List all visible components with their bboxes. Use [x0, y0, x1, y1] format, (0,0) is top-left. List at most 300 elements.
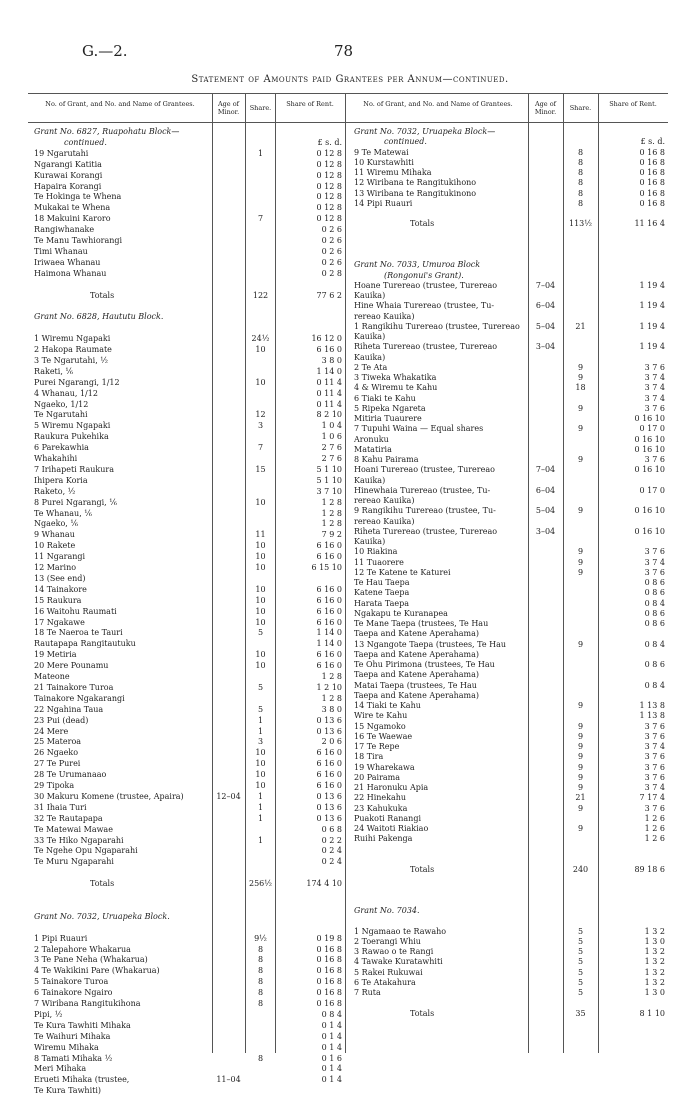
entry-label: 18 Makuini Karoro	[34, 214, 111, 224]
entry-label: 5 Wiremu Ngapaki	[34, 421, 111, 431]
entry-label: 3 Rawao o te Rangi	[354, 947, 434, 956]
entry-rent: 1 19 4	[639, 301, 665, 311]
entry-share: 10	[255, 377, 266, 387]
entry-rent: 0 8 6	[644, 619, 665, 628]
entry-label: 9 Whanau	[34, 530, 75, 540]
entry-label	[354, 999, 528, 1007]
entry-label: 21 Tainakore Turoa	[34, 682, 114, 692]
entry-rent: 1 2 8	[321, 519, 342, 529]
entry-rent: 5 1 10	[316, 464, 342, 474]
col-head-grant-right: No. of Grant, and No. and Name of Grantees.	[363, 100, 513, 108]
entry-rent: 7 9 2	[321, 530, 342, 540]
entry-rent: 6 16 0	[316, 781, 342, 790]
entry-rent: 0 2 6	[321, 257, 342, 267]
entry-rent: 77 6 2	[316, 290, 342, 300]
entry-share: 240	[572, 865, 589, 874]
entry-rent: 1 2 8	[321, 508, 342, 518]
entry-rent: 1 2 6	[644, 824, 665, 833]
entry-label: 18 Tira	[354, 752, 384, 762]
entry-rent: 1 19 4	[639, 342, 665, 352]
entry-label: 13 Wiribana te Rangitukinono	[354, 188, 477, 198]
entry-label: Hoane Turereao (trustee, Turereao	[354, 280, 498, 290]
entry-label	[354, 251, 528, 259]
entry-label	[354, 231, 528, 239]
entry-label: Haimona Whanau	[34, 268, 107, 278]
entry-label: Te Waihuri Mihaka	[34, 1031, 111, 1041]
entry-label: 2 Talepahore Whakarua	[34, 944, 131, 954]
entry-rent: 3 7 4	[644, 783, 665, 792]
entry-rent: 0 12 8	[316, 192, 342, 202]
entry-rent: 3 7 4	[644, 742, 665, 751]
entry-label: 15 Raukura	[34, 595, 82, 605]
entry-label: Te Hau Taepa	[354, 578, 410, 587]
entry-label: Erueti Mihaka (trustee,	[34, 1075, 130, 1085]
entry-share: 10	[255, 650, 266, 660]
entry-share: 8	[257, 988, 264, 998]
entry-rent: 1 2 8	[321, 693, 342, 703]
entry-label	[354, 876, 528, 884]
col-head-rent-right: Share of Rent.	[609, 100, 657, 108]
entry-label: Ruihi Pakenga	[354, 834, 413, 844]
entry-rent: 8 1 10	[639, 1008, 665, 1018]
entry-label: 2 Toerangi Whiu	[354, 936, 421, 946]
entry-rent: 0 1 4	[321, 1031, 342, 1041]
entry-rent: 1 3 0	[644, 988, 665, 997]
entry-rent: 1 19 4	[639, 321, 665, 331]
entry-rent: 0 16 10	[634, 465, 665, 475]
entry-label: 6 Te Atakahura	[354, 977, 416, 987]
entry-label: Kurawai Korangi	[34, 170, 103, 180]
entry-label: rereao Kauika)	[354, 496, 415, 505]
entry-label: 3 Te Ngarutahi, ½	[34, 355, 109, 365]
entry-rent: 6 16 0	[316, 617, 342, 627]
entry-share: 1	[257, 726, 264, 736]
entry-rent: 6 16 0	[316, 770, 342, 780]
entry-rent: 3 7 6	[644, 547, 665, 557]
entry-label: Ngakapu te Kuranapea	[354, 608, 448, 618]
entry-share: 9	[577, 506, 584, 516]
entry-rent: 3 7 6	[644, 721, 665, 731]
entry-rent: 3 7 6	[644, 803, 665, 813]
entry-rent: 1 13 8	[639, 711, 665, 721]
entry-label: Taepa and Katene Aperahama)	[354, 649, 479, 659]
entry-label: 19 Metiria	[34, 650, 77, 660]
entry-label: Kauika)	[354, 332, 386, 341]
entry-rent: 0 12 8	[316, 181, 342, 191]
entry-label: Whakahihi	[34, 454, 78, 463]
entry-rent: 6 16 0	[316, 606, 342, 616]
entry-rent: 0 12 8	[316, 203, 342, 213]
entry-share: 9	[577, 721, 584, 731]
entry-rent: 0 16 8	[639, 147, 665, 157]
entry-share: 35	[575, 1008, 586, 1018]
entry-share: 113½	[568, 219, 593, 229]
entry-share: 10	[255, 661, 266, 671]
entry-label: 17 Te Repe	[354, 742, 400, 751]
entry-rent: 0 13 6	[316, 791, 342, 801]
entry-share: 1	[257, 835, 264, 845]
entry-rent: 1 2 6	[644, 813, 665, 823]
entry-share: 3	[257, 737, 264, 747]
entry-rent: 0 13 6	[316, 715, 342, 725]
entry-rent: 0 8 4	[644, 680, 665, 690]
entry-label: 10 Rakete	[34, 541, 76, 551]
entry-label: Kauika)	[354, 352, 386, 362]
entry-share: 12	[255, 410, 266, 420]
entry-label: 12 Marino	[34, 563, 77, 572]
entry-rent: 0 8 4	[321, 1009, 342, 1019]
entry-rent: 0 1 6	[321, 1053, 342, 1063]
entry-label: Mukakai te Whena	[34, 203, 111, 213]
entry-share: 9	[577, 772, 584, 782]
entry-rent: 1 3 2	[644, 977, 665, 987]
entry-share: 5	[577, 926, 584, 936]
entry-label	[354, 917, 528, 925]
page-number: 78	[334, 42, 354, 60]
entry-label: 33 Te Hiko Ngaparahi	[34, 835, 124, 845]
entry-label: 5 Ripeka Ngareta	[354, 403, 426, 413]
entry-share: 1	[257, 802, 264, 812]
entry-share: 256½	[248, 879, 273, 889]
entry-label: Te Ngehe Opu Ngaparahi	[34, 846, 138, 856]
entry-rent: £ s. d.	[317, 137, 342, 147]
entry-share: 5	[577, 957, 584, 967]
entry-label: 13 Ngangote Taepa (trustees, Te Hau	[354, 639, 507, 649]
entry-label: Totals	[90, 290, 115, 300]
entry-rent: 6 16 0	[316, 541, 342, 551]
entry-share: 5	[577, 967, 584, 977]
entry-label: Purei Ngarangi, 1/12	[34, 377, 120, 387]
entry-share: 9	[577, 567, 584, 577]
entry-rent: 5 1 10	[316, 475, 342, 485]
entry-label: 2 Te Ata	[354, 362, 388, 372]
entry-label: Ihipera Koria	[34, 475, 88, 485]
entry-label: Te Whanau, ⅙	[34, 508, 93, 518]
entry-label: 22 Ngahina Taua	[34, 704, 104, 714]
entry-rent: 6 16 0	[316, 584, 342, 594]
table-top-rule	[28, 93, 668, 94]
entry-label: 24 Mere	[34, 726, 69, 736]
entry-label	[34, 902, 212, 910]
entry-rent: 0 16 8	[316, 955, 342, 965]
entry-label: Matatiria	[354, 444, 392, 454]
entry-share: 5	[577, 988, 584, 997]
entry-rent: £ s. d.	[640, 137, 665, 147]
entry-rent: 1 3 0	[644, 936, 665, 946]
entry-label: Aronuku	[354, 434, 389, 444]
entry-rent: 3 7 6	[644, 403, 665, 413]
entry-rent: 7 17 4	[639, 793, 665, 803]
entry-label: 6 Tiaki te Kahu	[354, 393, 416, 403]
entry-label: 12 Te Katene te Katurei	[354, 567, 451, 577]
entry-label: 4 Whanau, 1/12	[34, 388, 98, 398]
entry-label: Katene Taepa	[354, 588, 410, 598]
entry-label: 8 Kahu Pairama	[354, 455, 419, 464]
entry-rent: 3 8 0	[321, 704, 342, 714]
entry-rent: 6 16 0	[316, 748, 342, 758]
entry-rent: 0 16 10	[634, 434, 665, 444]
entry-label: Iriwaea Whanau	[34, 257, 101, 267]
entry-label	[354, 846, 528, 854]
entry-rent: 2 7 6	[321, 443, 342, 453]
entry-rent: 0 17 0	[639, 424, 665, 434]
entry-rent: 0 12 8	[316, 170, 342, 180]
entry-label: 23 Pui (dead)	[34, 715, 89, 725]
entry-rent: 6 16 0	[316, 552, 342, 562]
entry-label: 27 Te Purei	[34, 759, 81, 769]
table-header-rule	[28, 122, 668, 123]
entry-label: 4 Tawake Kuratawhiti	[354, 957, 443, 967]
entry-label	[354, 241, 528, 249]
entry-rent: 1 19 4	[639, 280, 665, 290]
entry-label: Kauika)	[354, 475, 386, 485]
entry-rent: 0 2 8	[321, 268, 342, 278]
entry-label: Totals	[410, 219, 435, 229]
entry-label	[34, 869, 212, 877]
entry-share: 8	[577, 157, 584, 167]
entry-label	[34, 281, 212, 289]
entry-share: 5	[577, 977, 584, 987]
entry-label: 16 Waitohu Raumati	[34, 606, 117, 616]
entry-label	[354, 897, 528, 905]
col-head-share-right: Share.	[569, 104, 592, 112]
entry-label	[34, 924, 212, 932]
entry-age: 3–04	[535, 342, 556, 352]
entry-label: 15 Ngamoko	[354, 721, 406, 731]
entry-rent: 0 16 8	[639, 188, 665, 198]
entry-share: 1	[257, 813, 264, 823]
entry-label: rereao Kauika)	[354, 516, 415, 526]
entry-rent: 0 11 4	[316, 388, 342, 398]
entry-rent: 6 16 0	[316, 650, 342, 660]
entry-rent: 1 14 0	[316, 639, 342, 649]
entry-rent: 2 7 6	[321, 454, 342, 463]
entry-rent: 0 16 8	[639, 157, 665, 167]
entry-label: 7 Irihapeti Raukura	[34, 464, 114, 474]
entry-label: Mateone	[34, 672, 70, 681]
entry-share: 9	[577, 824, 584, 833]
entry-label: Totals	[410, 1008, 435, 1018]
entry-rent: 0 16 10	[634, 526, 665, 536]
entry-rent: 0 11 4	[316, 399, 342, 409]
entry-share: 9	[577, 455, 584, 464]
column-divider	[528, 93, 529, 1053]
entry-rent: 0 16 8	[316, 944, 342, 954]
entry-share: 10	[255, 345, 266, 354]
entry-label: Te Ngarutahi	[34, 410, 88, 420]
entry-rent: 3 7 4	[644, 557, 665, 567]
entry-label: Kauika)	[354, 537, 386, 546]
entry-share: 10	[255, 606, 266, 616]
entry-rent: 0 17 0	[639, 485, 665, 495]
entry-label: Puakoti Ranangi	[354, 813, 422, 823]
entry-rent: 3 7 6	[644, 772, 665, 782]
entry-label: continued.	[384, 137, 427, 147]
entry-rent: 3 7 6	[644, 362, 665, 372]
entry-share: 9	[577, 403, 584, 413]
entry-label: Matai Taepa (trustees, Te Hau	[354, 680, 477, 690]
entry-share: 5	[257, 682, 264, 692]
entry-label: Te Mane Taepa (trustees, Te Hau	[354, 619, 489, 628]
entry-label: 13 (See end)	[34, 573, 86, 583]
entry-label: Ngaeko, 1/12	[34, 399, 89, 409]
entry-share: 8	[257, 1053, 264, 1063]
entry-rent: 3 7 6	[644, 762, 665, 772]
entry-label: 20 Pairama	[354, 772, 401, 782]
entry-share: 7	[257, 443, 264, 453]
entry-rent: 1 3 2	[644, 947, 665, 956]
entry-share: 10	[255, 595, 266, 605]
entry-label: 5 Tainakore Turoa	[34, 977, 109, 987]
entry-rent: 0 13 6	[316, 802, 342, 812]
entry-share: 9	[577, 783, 584, 792]
entry-rent: 0 16 10	[634, 506, 665, 516]
entry-rent: 0 12 8	[316, 159, 342, 169]
entry-label: 10 Kurstawhiti	[354, 157, 414, 167]
entry-age: 5–04	[535, 321, 556, 331]
entry-label: Taepa and Katene Aperahama)	[354, 690, 479, 700]
entry-rent: 11 16 4	[634, 219, 665, 229]
entry-label: 11 Tuaorere	[354, 557, 404, 567]
entry-rent: 6 16 0	[316, 661, 342, 671]
entry-label: Te Kura Tawhiti)	[34, 1086, 102, 1096]
entry-share: 9	[577, 557, 584, 567]
entry-age: 12–04	[216, 791, 241, 801]
entry-label: 21 Haronuku Apia	[354, 783, 429, 792]
entry-rent: 1 2 8	[321, 497, 342, 507]
entry-share: 1	[257, 791, 264, 801]
entry-rent: 0 2 6	[321, 236, 342, 245]
entry-label: Grant No. 7032, Uruapeka Block.	[34, 911, 170, 921]
entry-rent: 0 16 8	[316, 999, 342, 1008]
entry-label: 14 Tainakore	[34, 584, 87, 594]
entry-rent: 0 13 6	[316, 813, 342, 823]
entry-share: 9	[577, 803, 584, 813]
entry-label: Mitiria Tuaurere	[354, 414, 422, 423]
entry-rent: 0 11 4	[316, 377, 342, 387]
entry-label: Pipi, ½	[34, 1009, 63, 1019]
entry-rent: 0 2 6	[321, 225, 342, 235]
entry-rent: 0 8 6	[644, 588, 665, 598]
entry-label: (Rongonui's Grant).	[384, 270, 464, 280]
entry-share: 10	[255, 759, 266, 769]
entry-label: Wiremu Mihaka	[34, 1042, 99, 1052]
entry-share: 10	[255, 617, 266, 627]
entry-label: 7 Tupuhi Waina — Equal shares	[354, 424, 484, 434]
entry-rent: 1 0 6	[321, 432, 342, 442]
entry-label: rereao Kauika)	[354, 311, 415, 321]
entry-label: Te Manu Tawhiorangi	[34, 236, 123, 245]
entry-label	[34, 324, 212, 332]
entry-share: 5	[577, 947, 584, 956]
entry-share: 9	[577, 701, 584, 710]
entry-rent: 6 15 10	[311, 563, 342, 572]
entry-age: 3–04	[535, 526, 556, 536]
entry-share: 9	[577, 362, 584, 372]
entry-rent: 3 7 6	[644, 567, 665, 577]
col-head-grant-left: No. of Grant, and No. and Name of Grantees.	[45, 100, 195, 108]
entry-label: 18 Te Naeroa te Tauri	[34, 628, 123, 638]
entry-share: 122	[252, 290, 269, 300]
entry-label: Te Ohu Pirimona (trustees, Te Hau	[354, 660, 495, 669]
entry-label: Kauika)	[354, 291, 386, 300]
entry-label: Grant No. 7034.	[354, 906, 420, 915]
entry-rent: 0 16 10	[634, 414, 665, 423]
entry-share: 8	[577, 168, 584, 177]
entry-label	[354, 887, 528, 895]
entry-share: 8	[257, 966, 264, 976]
entry-age: 7–04	[535, 465, 556, 475]
page-title: Statement of Amounts paid Grantees per Annum—continued.	[191, 74, 509, 85]
entry-share: 10	[255, 748, 266, 758]
entry-label: 4 & Wiremu te Kahu	[354, 383, 438, 393]
entry-share: 9	[577, 639, 584, 649]
entry-share: 11	[255, 530, 266, 540]
entry-label: 7 Wiribana Rangitukihona	[34, 999, 141, 1008]
entry-rent: 0 16 10	[634, 444, 665, 454]
entry-share: 9	[577, 373, 584, 382]
entry-label: Hinewhaia Turereao (trustee, Tu-	[354, 485, 491, 495]
entry-share: 8	[577, 147, 584, 157]
entry-rent: 0 1 4	[321, 1075, 342, 1085]
entry-share: 8	[577, 198, 584, 208]
entry-label: Raukura Pukehika	[34, 432, 109, 442]
entry-label	[354, 210, 528, 218]
entry-share: 10	[255, 497, 266, 507]
entry-rent: 0 12 8	[316, 214, 342, 224]
entry-label: 29 Tipoka	[34, 781, 75, 790]
entry-label: 17 Ngakawe	[34, 617, 85, 627]
column-divider	[212, 93, 213, 1053]
entry-rent: 3 7 4	[644, 383, 665, 393]
entry-label: Ngarangi Katitia	[34, 159, 102, 169]
entry-label: 3 Tiweka Whakatika	[354, 373, 437, 382]
entry-label: Riheta Turereao (trustee, Turereao	[354, 342, 498, 352]
entry-rent: 0 16 8	[316, 988, 342, 998]
entry-label: 4 Te Wakikini Pare (Whakarua)	[34, 966, 160, 976]
entry-label: 14 Pipi Ruauri	[354, 198, 413, 208]
entry-label: 24 Waitoti Riakiao	[354, 824, 429, 833]
entry-rent: 0 16 8	[316, 966, 342, 976]
entry-label: Grant No. 6827, Ruapohatu Block—	[34, 127, 180, 136]
entry-label: Rangiwhanake	[34, 225, 95, 235]
entry-label: Wire te Kahu	[354, 711, 408, 721]
entry-label: 23 Kahukuka	[354, 803, 408, 813]
entry-share: 8	[257, 977, 264, 987]
entry-label: Grant No. 7033, Umuroa Block	[354, 260, 481, 270]
entry-rent: 1 2 8	[321, 672, 342, 681]
entry-share: 8	[257, 955, 264, 965]
entry-rent: 1 13 8	[639, 701, 665, 710]
entry-rent: 0 2 2	[321, 835, 342, 845]
entry-label: 12 Wiribana te Rangitukihono	[354, 178, 477, 188]
entry-rent: 0 1 4	[321, 1020, 342, 1030]
entry-label: 1 Rangikihu Turereao (trustee, Turereao	[354, 321, 520, 331]
entry-share: 18	[575, 383, 586, 393]
entry-rent: 0 2 4	[321, 846, 342, 856]
entry-label: Harata Taepa	[354, 598, 409, 608]
entry-share: 9	[577, 731, 584, 741]
col-head-age-left: Age of Minor.	[217, 100, 240, 116]
entry-share: 8	[257, 999, 264, 1008]
entry-label: Ngaeko, ⅙	[34, 519, 79, 529]
entry-rent: 0 16 8	[639, 198, 665, 208]
entry-share: 9	[577, 752, 584, 762]
entry-rent: 174 4 10	[306, 879, 342, 889]
entry-share: 10	[255, 770, 266, 780]
entry-rent: 0 16 8	[639, 168, 665, 177]
entry-label: 16 Te Waewae	[354, 731, 413, 741]
